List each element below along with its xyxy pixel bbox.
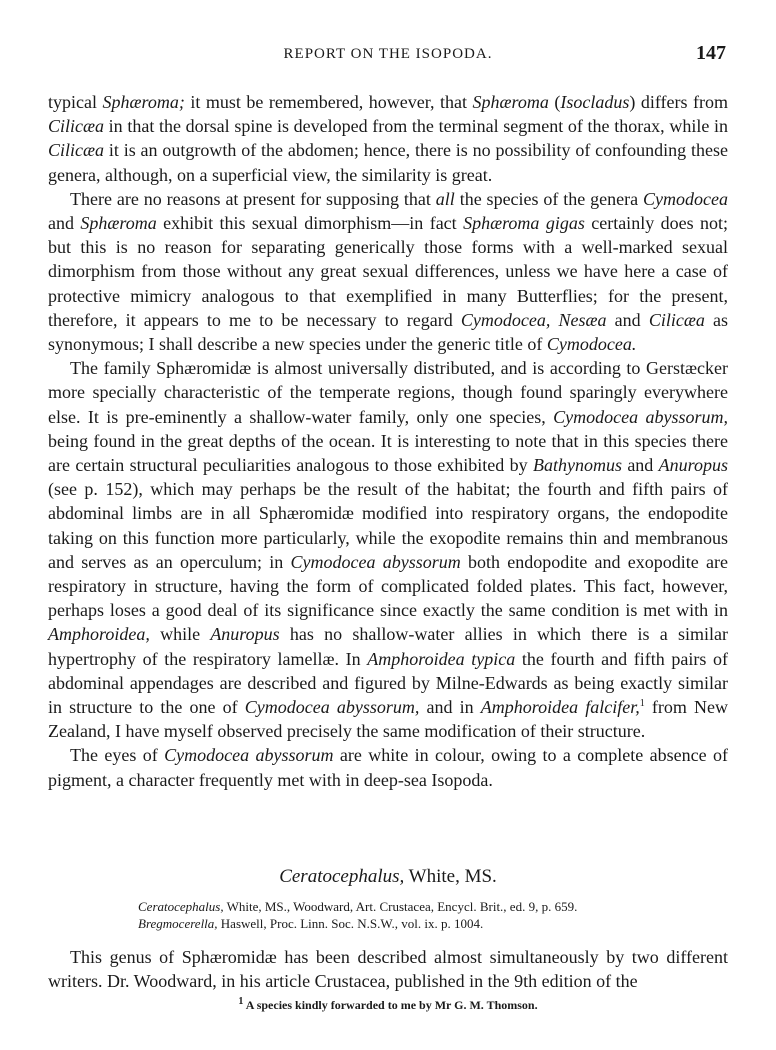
section-heading: [48, 866, 728, 888]
text-run: and in: [419, 697, 481, 718]
italic-term: Cymodocea: [643, 188, 728, 209]
footnote-marker: 1: [238, 996, 244, 1007]
text-run: The eyes of: [70, 745, 165, 766]
paragraph-2: [48, 187, 728, 356]
italic-term: Ceratocephalus,: [138, 899, 224, 914]
genus-paragraph: This genus of Sphæromidæ has been described almost simultaneously by two different writers. Dr. Woodward, in his article Crustacea, published in the 9th edition of the: [48, 947, 728, 992]
text-run: White, MS., Woodward, Art. Crustacea, Encycl. Brit., ed. 9, p. 659.: [223, 899, 578, 914]
italic-term: Cilicæa: [48, 140, 105, 161]
text-run: it is an outgrowth of the abdomen; hence, there is no possibility of confounding these genera, although, on a superficial view, the similarity is great.: [48, 140, 728, 185]
page-number: 147: [696, 42, 726, 64]
italic-term: Anuropus: [210, 624, 280, 645]
text-run: are white in colour, owing to a complete absence of pigment, a character frequently met with in deep-sea Isopoda.: [48, 745, 728, 790]
genus-authority: White, MS.: [404, 866, 497, 887]
genus-name: Ceratocephalus,: [279, 866, 405, 887]
text-run: and: [621, 455, 659, 476]
text-run: being found in the great depths of the ocean. It is interesting to note that in this species there are certain structural peculiarities analogous to those exhibited by: [48, 430, 728, 476]
body-text: [48, 90, 728, 792]
italic-term: Sphæroma: [472, 92, 549, 112]
italic-term: Cymodocea abyssorum,: [553, 406, 728, 427]
italic-term: Bregmocerella,: [138, 916, 218, 931]
text-run: while: [149, 624, 211, 645]
italic-term: Sphæroma: [80, 213, 157, 234]
paragraph-4: [48, 743, 728, 791]
italic-term: Cilicæa: [48, 116, 105, 137]
text-run: and: [606, 309, 649, 330]
italic-term: Sphæroma;: [102, 92, 185, 112]
synonymy-list: [138, 898, 698, 932]
text-run: There are no reasons at present for supposing that: [70, 188, 436, 209]
text-run: and: [48, 213, 81, 234]
italic-term: Sphæroma gigas: [463, 213, 585, 234]
italic-term: Cilicæa: [648, 309, 705, 330]
paragraph-1: [48, 90, 728, 187]
italic-term: Amphoroidea falcifer,: [480, 697, 640, 718]
text-run: (see p. 152), which may perhaps be the result of the habitat; the fourth and fifth pairs of abdominal limbs are in all Sphæromidæ modified into respiratory organs, the endopodite taking on this function more particularly, while the exopodite remains thin and membranous and serves as an operculum; in: [48, 479, 728, 572]
synonym-line: [138, 898, 698, 915]
text-run: typical: [48, 92, 103, 112]
italic-term: all: [435, 188, 455, 209]
footnote-text: A species kindly forwarded to me by Mr G. M. Thomson.: [243, 998, 538, 1012]
italic-term: Amphoroidea typica: [367, 648, 516, 669]
text-run: has no shallow-water allies in which there is a similar hypertrophy of the respiratory lamellæ. In: [48, 624, 728, 669]
paragraph-3: [48, 356, 728, 743]
italic-term: Cymodocea abyssorum,: [244, 697, 420, 718]
footnote: [48, 998, 728, 1013]
text-run: from New Zealand, I have myself observed precisely the same modification of their structure.: [48, 697, 728, 742]
text-run: the fourth and fifth pairs of abdominal appendages are described and figured by Milne-Edwards as being exactly similar in structure to the one of: [48, 648, 728, 718]
text-run: exhibit this sexual dimorphism—in fact: [156, 213, 464, 234]
text-run: as synonymous; I shall describe a new species under the generic title of: [48, 309, 728, 355]
text-run: it must be remembered, however, that: [184, 92, 473, 112]
running-title: REPORT ON THE ISOPODA.: [283, 46, 493, 62]
text-run: ) differs from: [629, 92, 728, 112]
italic-term: Cymodocea abyssorum: [290, 551, 461, 572]
text-run: The family Sphæromidæ is almost universally distributed, and is according to Gerstæcker more specially characteristic of the temperate regions, though found sparingly everywhere else. It is pre-eminently a shallow-water family, only one species,: [48, 358, 728, 427]
italic-term: Isocladus: [560, 92, 630, 112]
italic-term: Cymodocea, Nesæa: [460, 309, 607, 330]
text-run: (: [548, 92, 561, 112]
italic-term: Amphoroidea,: [48, 624, 150, 645]
text-run: certainly does not; but this is no reason for separating generically those forms with a well-marked sexual dimorphism from those without any great sexual differences, unless we have here a case of protective mimicry analogous to that exemplified in many Butterflies; for the present, therefore, it appears to me to be necessary to regard: [48, 213, 728, 330]
text-run: in that the dorsal spine is developed from the terminal segment of the thorax, while in: [104, 116, 728, 137]
running-head: [48, 42, 728, 70]
text-run: the species of the genera: [454, 188, 644, 209]
text-run: both endopodite and exopodite are respiratory in structure, having the form of complicated folded plates. This fact, however, perhaps loses a good deal of its significance since exactly the same condition is met with in: [48, 551, 728, 621]
synonym-line: [138, 915, 698, 932]
italic-term: Anuropus: [658, 455, 728, 476]
italic-term: Cymodocea abyssorum: [164, 745, 334, 766]
text-run: Haswell, Proc. Linn. Soc. N.S.W., vol. ix. p. 1004.: [217, 916, 484, 931]
italic-term: Cymodocea.: [546, 334, 637, 355]
footnote-ref: 1: [639, 698, 645, 710]
italic-term: Bathynomus: [532, 455, 622, 476]
